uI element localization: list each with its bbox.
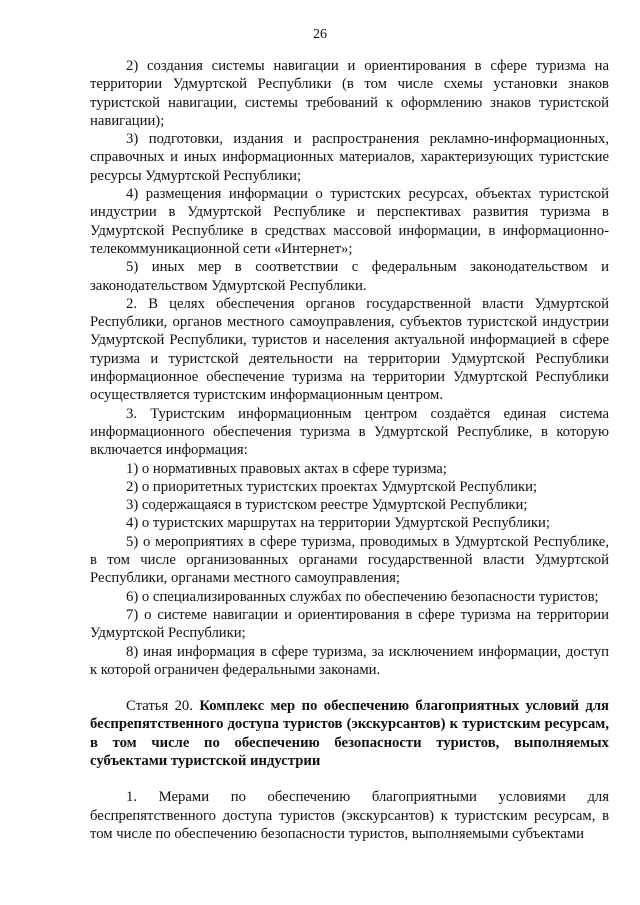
list-item: 8) иная информация в сфере туризма, за исключением информации, доступ к которой ограничен федеральными законами.	[90, 643, 609, 678]
paragraph: 1. Мерами по обеспечению благоприятными условиями для беспрепятственного доступа туристов (экскурсантов) к туристским ресурсам, в том числе по обеспечению безопасности туристов, выполняемыми субъектами	[90, 789, 609, 842]
article-heading	[90, 697, 609, 770]
list-item: 2) о приоритетных туристских проектах Удмуртской Республики;	[126, 478, 538, 495]
list-item: 5) о мероприятиях в сфере туризма, проводимых в Удмуртской Республике, в том числе организованных органами государственной власти Удмуртской Республики, органами местного самоуправления;	[90, 533, 609, 587]
list-item: 4) размещения информации о туристских ресурсах, объектах туристской индустрии в Удмуртской Республике и перспективах развития туризма в Удмуртской Республике в средствах массовой информации, в информационно-телекоммуникационной сети «Интернет»;	[90, 186, 609, 257]
list-item: 1) о нормативных правовых актах в сфере туризма;	[126, 460, 447, 477]
article-title: Комплекс мер по обеспечению благоприятных условий для беспрепятственного доступа туристов (экскурсантов) к туристским ресурсам, в том числе по обеспечению безопасности туристов, выполняемых субъектами туристской индустрии	[90, 698, 610, 769]
list-item: 5) иных мер в соответствии с федеральным законодательством и законодательством Удмуртской Республики.	[90, 259, 609, 294]
document-body	[90, 57, 609, 843]
list-item: 2) создания системы навигации и ориентирования в сфере туризма на территории Удмуртской Республики (в том числе схемы установки знаков туристской навигации, системы требований к оформлению знаков туристской навигации);	[90, 58, 609, 129]
list-item: 6) о специализированных службах по обеспечению безопасности туристов;	[126, 588, 599, 605]
page-number: 26	[313, 27, 327, 42]
list-item: 3) содержащаяся в туристском реестре Удмуртской Республики;	[126, 497, 528, 514]
list-item: 3) подготовки, издания и распространения рекламно-информационных, справочных и иных информационных материалов, характеризующих туристские ресурсы Удмуртской Республики;	[90, 131, 609, 184]
list-item: 7) о системе навигации и ориентирования в сфере туризма на территории Удмуртской Республики;	[90, 606, 609, 642]
paragraph: 2. В целях обеспечения органов государственной власти Удмуртской Республики, органов местного самоуправления, субъектов туристской индустрии Удмуртской Республики, туристов и населения актуальной информацией в сфере туризма и туристской деятельности на территории Удмуртской Республики информационное обеспечение туризма на территории Удмуртской Республики осуществляется туристским информационным центром.	[90, 295, 609, 404]
article-label: Статья 20.	[126, 698, 193, 715]
list-item: 4) о туристских маршрутах на территории Удмуртской Республики;	[126, 515, 550, 532]
paragraph: 3. Туристским информационным центром создаётся единая система информационного обеспечения туризма в Удмуртской Республике, в которую включается информация:	[90, 405, 609, 459]
